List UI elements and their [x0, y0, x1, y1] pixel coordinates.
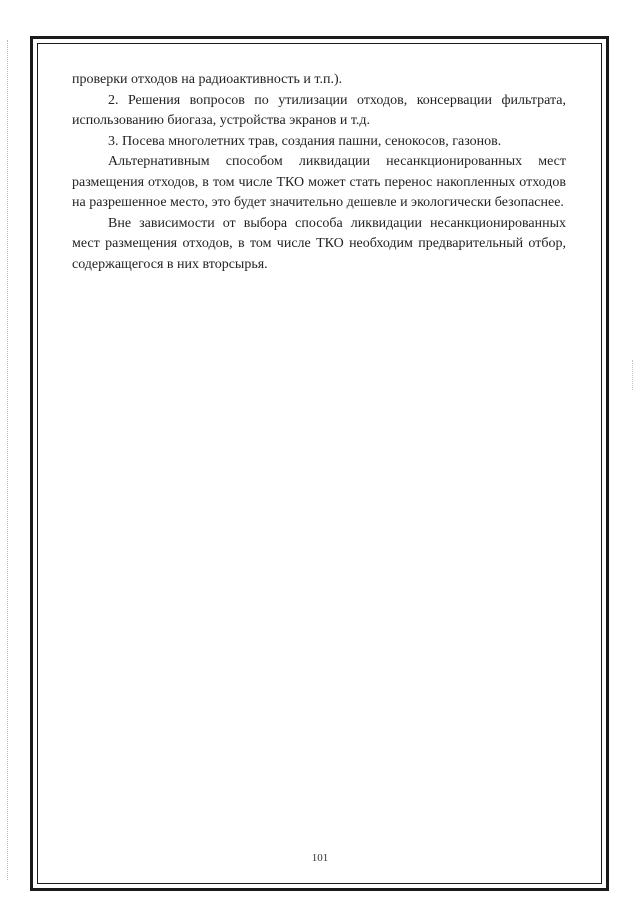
- paragraph-alternative-method: Альтернативным способом ликвидации несанкционированных мест размещения отходов, в том числе ТКО может стать перенос накопленных отходов на разрешенное место, это будет значительно дешевле и экологически безопаснее.: [72, 154, 566, 210]
- scan-edge-marks: [7, 40, 10, 880]
- paragraph-continuation: проверки отходов на радиоактивность и т.п.).: [72, 72, 343, 87]
- paragraph-preliminary-sorting: Вне зависимости от выбора способа ликвидации несанкционированных мест размещения отходов, в том числе ТКО необходим предварительный отбор, содержащегося в них вторсырья.: [72, 215, 566, 272]
- page-number: 101: [311, 852, 329, 864]
- paragraph-item-2: 2. Решения вопросов по утилизации отходов, консервации фильтрата, использованию биогаза, устройства экранов и т.д.: [72, 92, 566, 128]
- scan-edge-marks-right: [632, 360, 635, 390]
- paragraph-item-3: 3. Посева многолетних трав, создания пашни, сенокосов, газонов.: [108, 133, 502, 149]
- document-body: [72, 70, 566, 275]
